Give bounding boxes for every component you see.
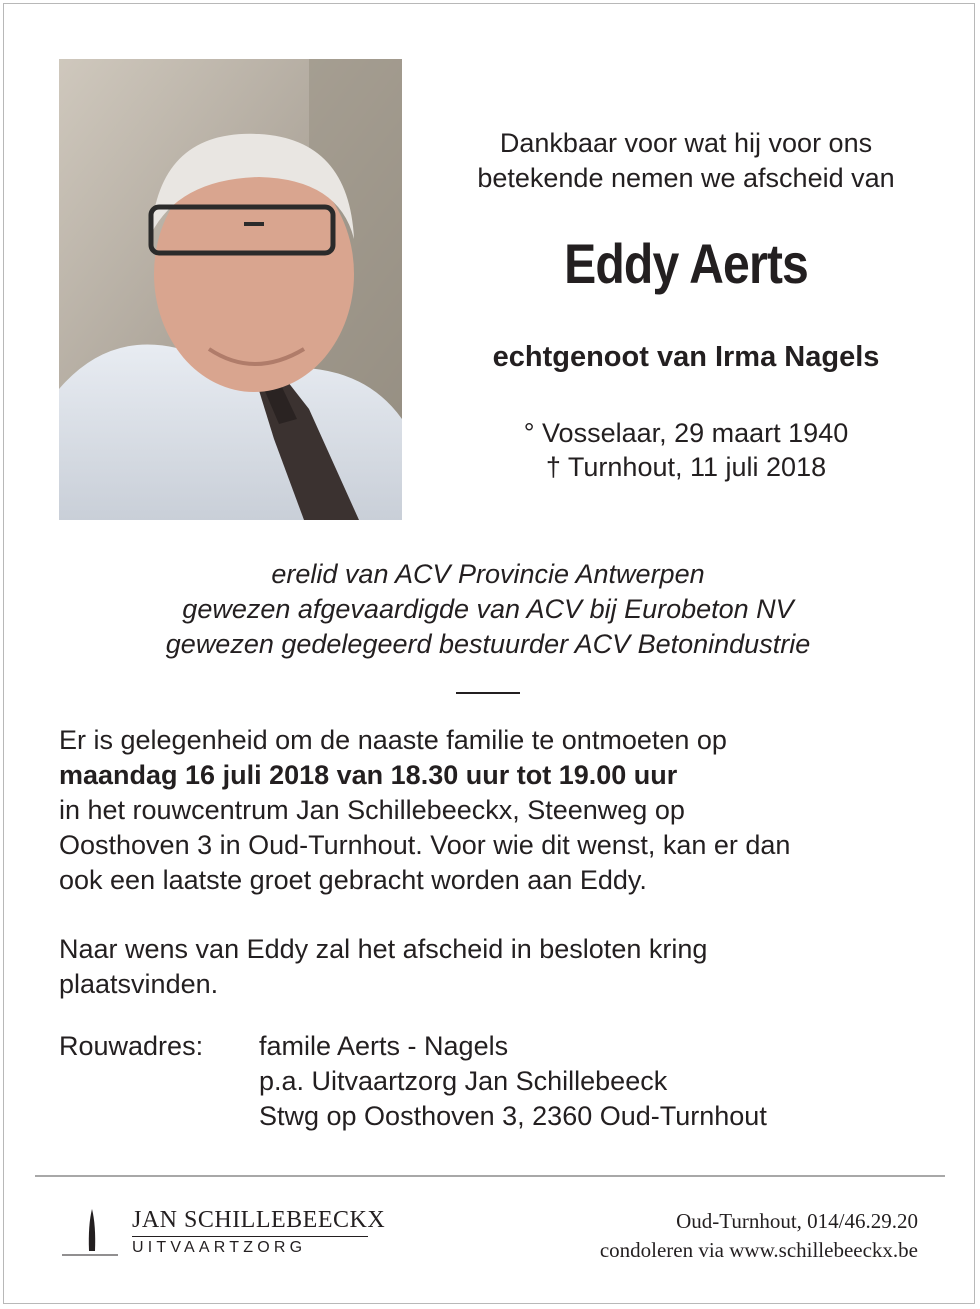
death-line: † Turnhout, 11 juli 2018 [545,452,827,482]
wish-line-2: plaatsvinden. [59,969,219,999]
footer-divider [35,1175,945,1177]
wish-paragraph [59,932,959,1002]
funeral-home-logo [62,1205,386,1265]
address-line-1: famile Aerts - Nagels [259,1031,509,1061]
contact-website[interactable]: condoleren via www.schillebeeckx.be [599,1238,918,1262]
contact-phone: Oud-Turnhout, 014/46.29.20 [676,1209,918,1233]
portrait-photo [59,59,402,520]
logo-name: JAN SCHILLEBEECKX [132,1207,386,1233]
visitation-paragraph [59,723,959,898]
logo-divider [132,1236,368,1237]
intro-line-2: betekende nemen we afscheid van [477,163,895,193]
spouse-line: echtgenoot van Irma Nagels [492,341,880,373]
contact-info [600,1207,918,1265]
title-line-3: gewezen gedelegeerd bestuurder ACV Betonindustrie [165,629,811,659]
visitation-line-1: Er is gelegenheid om de naaste familie te ontmoeten op [59,725,727,755]
logo-subtitle: UITVAARTZORG [132,1239,307,1256]
wish-line-1: Naar wens van Eddy zal het afscheid in besloten kring [59,934,708,964]
cypress-tree-icon [62,1205,122,1261]
intro-text [400,126,972,196]
honorary-titles [0,557,976,662]
address-line-3: Stwg op Oosthoven 3, 2360 Oud-Turnhout [259,1101,767,1131]
address-label: Rouwadres: [59,1031,204,1061]
visitation-datetime: maandag 16 juli 2018 van 18.30 uur tot 19.00 uur [59,760,678,790]
separator-line [456,692,520,694]
visitation-line-4: Oosthoven 3 in Oud-Turnhout. Voor wie dit wenst, kan er dan [59,830,791,860]
visitation-line-3: in het rouwcentrum Jan Schillebeeckx, Steenweg op [59,795,685,825]
birth-line: ° Vosselaar, 29 maart 1940 [523,418,849,448]
visitation-line-5: ook een laatste groet gebracht worden aan Eddy. [59,865,647,895]
life-dates [400,416,972,484]
intro-line-1: Dankbaar voor wat hij voor ons [499,128,873,158]
address-line-2: p.a. Uitvaartzorg Jan Schillebeeck [259,1066,668,1096]
title-line-2: gewezen afgevaardigde van ACV bij Eurobeton NV [182,594,794,624]
title-line-1: erelid van ACV Provincie Antwerpen [271,559,705,589]
deceased-name: Eddy Aerts [564,232,808,295]
